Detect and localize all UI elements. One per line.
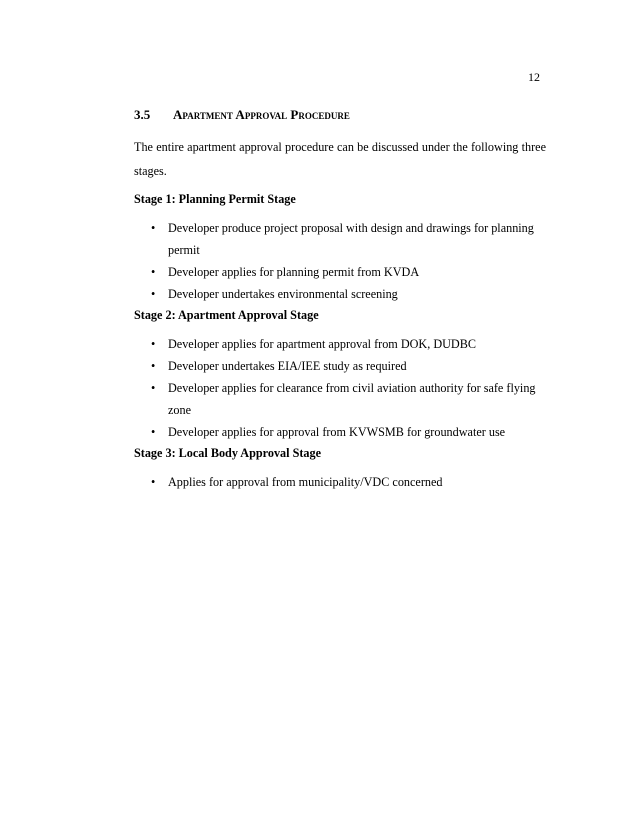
bullet-icon: •	[151, 287, 156, 301]
list-item	[134, 261, 546, 283]
bullet-icon: •	[151, 265, 156, 279]
bullet-icon: •	[151, 475, 156, 489]
bullet-list	[134, 217, 546, 305]
bullet-icon: •	[151, 337, 156, 351]
section-heading	[134, 106, 546, 124]
list-item	[134, 421, 546, 443]
stage-2	[134, 305, 546, 443]
list-item	[134, 217, 546, 261]
bullet-icon: •	[151, 425, 156, 439]
list-item	[134, 377, 546, 421]
page-number: 12	[528, 70, 540, 84]
bullet-list	[134, 333, 546, 443]
list-item	[134, 333, 546, 355]
stage-heading: Stage 3: Local Body Approval Stage	[134, 446, 322, 460]
stage-heading: Stage 1: Planning Permit Stage	[134, 192, 296, 206]
bullet-icon: •	[151, 381, 156, 395]
list-item-text: Developer applies for approval from KVWSMB for groundwater use	[168, 425, 506, 439]
list-item-text: Developer applies for planning permit from KVDA	[168, 265, 420, 279]
list-item-text: Developer applies for apartment approval from DOK, DUDBC	[168, 337, 476, 351]
list-item-text: Applies for approval from municipality/VDC concerned	[168, 475, 443, 489]
intro-paragraph: The entire apartment approval procedure can be discussed under the following three stages.	[134, 140, 546, 178]
bullet-list	[134, 471, 546, 493]
section-number: 3.5	[134, 107, 151, 122]
list-item-text: Developer undertakes EIA/IEE study as required	[168, 359, 407, 373]
list-item	[134, 283, 546, 305]
list-item	[134, 471, 546, 493]
stage-1	[134, 189, 546, 305]
list-item	[134, 355, 546, 377]
list-item-text: Developer undertakes environmental screening	[168, 287, 398, 301]
stage-3	[134, 443, 546, 493]
document-body	[134, 106, 546, 493]
bullet-icon: •	[151, 359, 156, 373]
list-item-text: Developer produce project proposal with design and drawings for planning permit	[168, 221, 534, 257]
stage-heading: Stage 2: Apartment Approval Stage	[134, 308, 319, 322]
list-item-text: Developer applies for clearance from civil aviation authority for safe flying zone	[168, 381, 536, 417]
bullet-icon: •	[151, 221, 156, 235]
section-title: Apartment Approval Procedure	[173, 107, 350, 122]
